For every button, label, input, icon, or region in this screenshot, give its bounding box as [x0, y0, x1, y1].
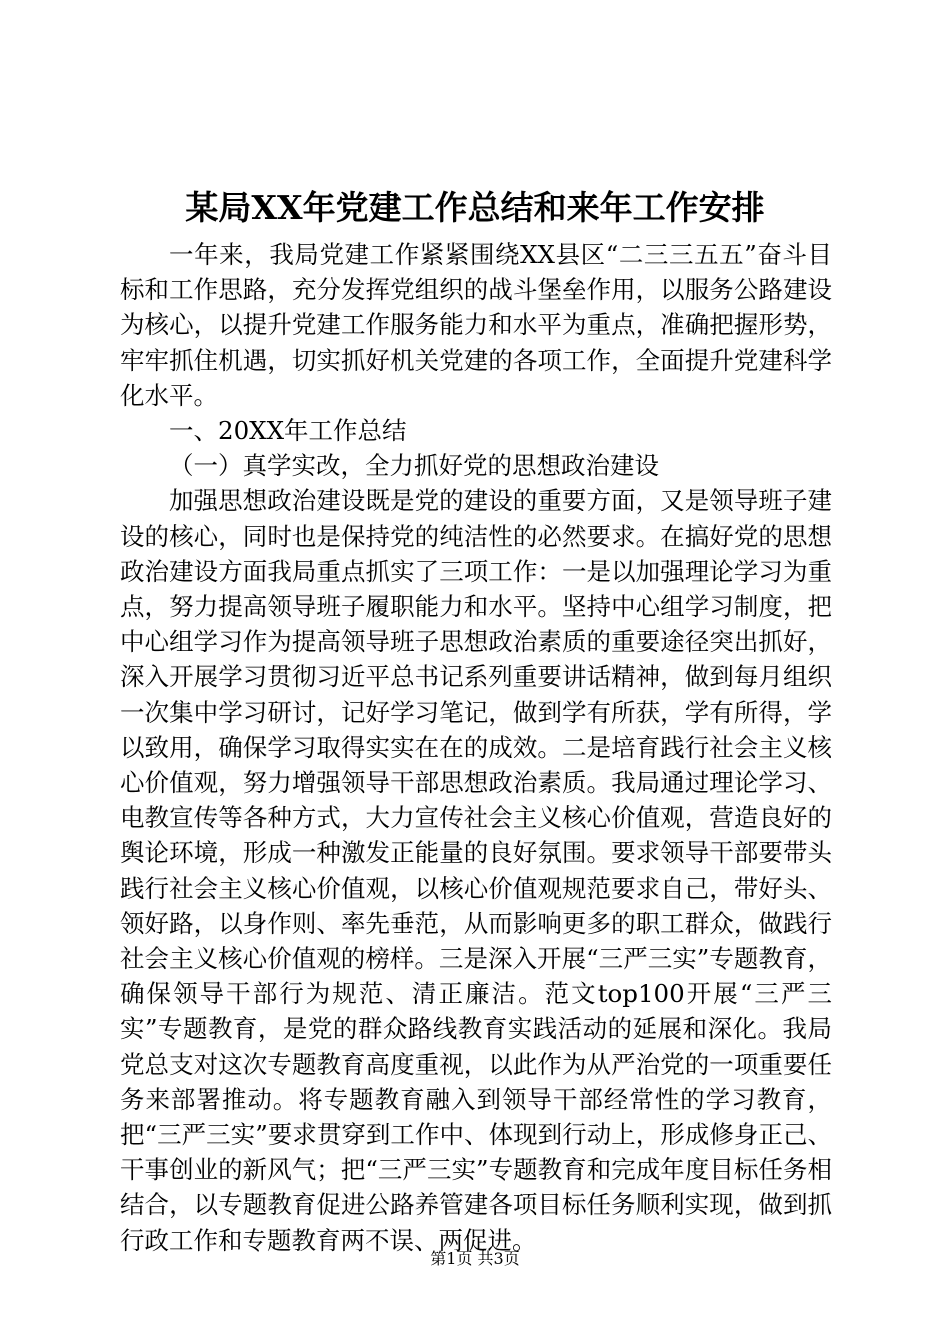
body-paragraph: 加强思想政治建设既是党的建设的重要方面，又是领导班子建设的核心，同时也是保持党的纯洁性的必然要求。在搞好党的思想政治建设方面我局重点抓实了三项工作：一是以加强理论学习为重点，努力提高领导班子履职能力和水平。坚持中心组学习制度，把中心组学习作为提高领导班子思想政治素质的重要途径突出抓好，深入开展学习贯彻习近平总书记系列重要讲话精神，做到每月组织一次集中学习研讨，记好学习笔记，做到学有所获，学有所得，学以致用，确保学习取得实实在在的成效。二是培育践行社会主义核心价值观，努力增强领导干部思想政治素质。我局通过理论学习、电教宣传等各种方式，大力宣传社会主义核心价值观，营造良好的舆论环境，形成一种激发正能量的良好氛围。要求领导干部要带头践行社会主义核心价值观，以核心价值观规范要求自己，带好头、领好路，以身作则、率先垂范，从而影响更多的职工群众，做践行社会主义核心价值观的榜样。三是深入开展“三严三实”专题教育，确保领导干部行为规范、清正廉洁。范文top100开展“三严三实”专题教育，是党的群众路线教育实践活动的延展和深化。我局党总支对这次专题教育高度重视，以此作为从严治党的一项重要任务来部署推动。将专题教育融入到领导干部经常性的学习教育，把“三严三实”要求贯穿到工作中、体现到行动上，形成修身正己、干事创业的新风气；把“三严三实”专题教育和完成年度目标任务相结合，以专题教育促进公路养管建各项目标任务顺利实现，做到抓行政工作和专题教育两不误、两促进。 [120, 486, 832, 1255]
section-heading: 一、20XX年工作总结 [169, 416, 407, 446]
intro-paragraph: 一年来，我局党建工作紧紧围绕XX县区“二三三五五”奋斗目标和工作思路，充分发挥党组织的战斗堡垒作用，以服务公路建设为核心，以提升党建工作服务能力和水平为重点，准确把握形势，牢牢抓住机遇，切实抓好机关党建的各项工作，全面提升党建科学化水平。 [120, 240, 832, 410]
subsection-heading: （一）真学实改，全力抓好党的思想政治建设 [169, 451, 659, 481]
page-number-footer: 第1页 共3页 [430, 1249, 520, 1268]
document-title: 某局XX年党建工作总结和来年工作安排 [185, 188, 765, 227]
document-body [120, 237, 832, 1258]
